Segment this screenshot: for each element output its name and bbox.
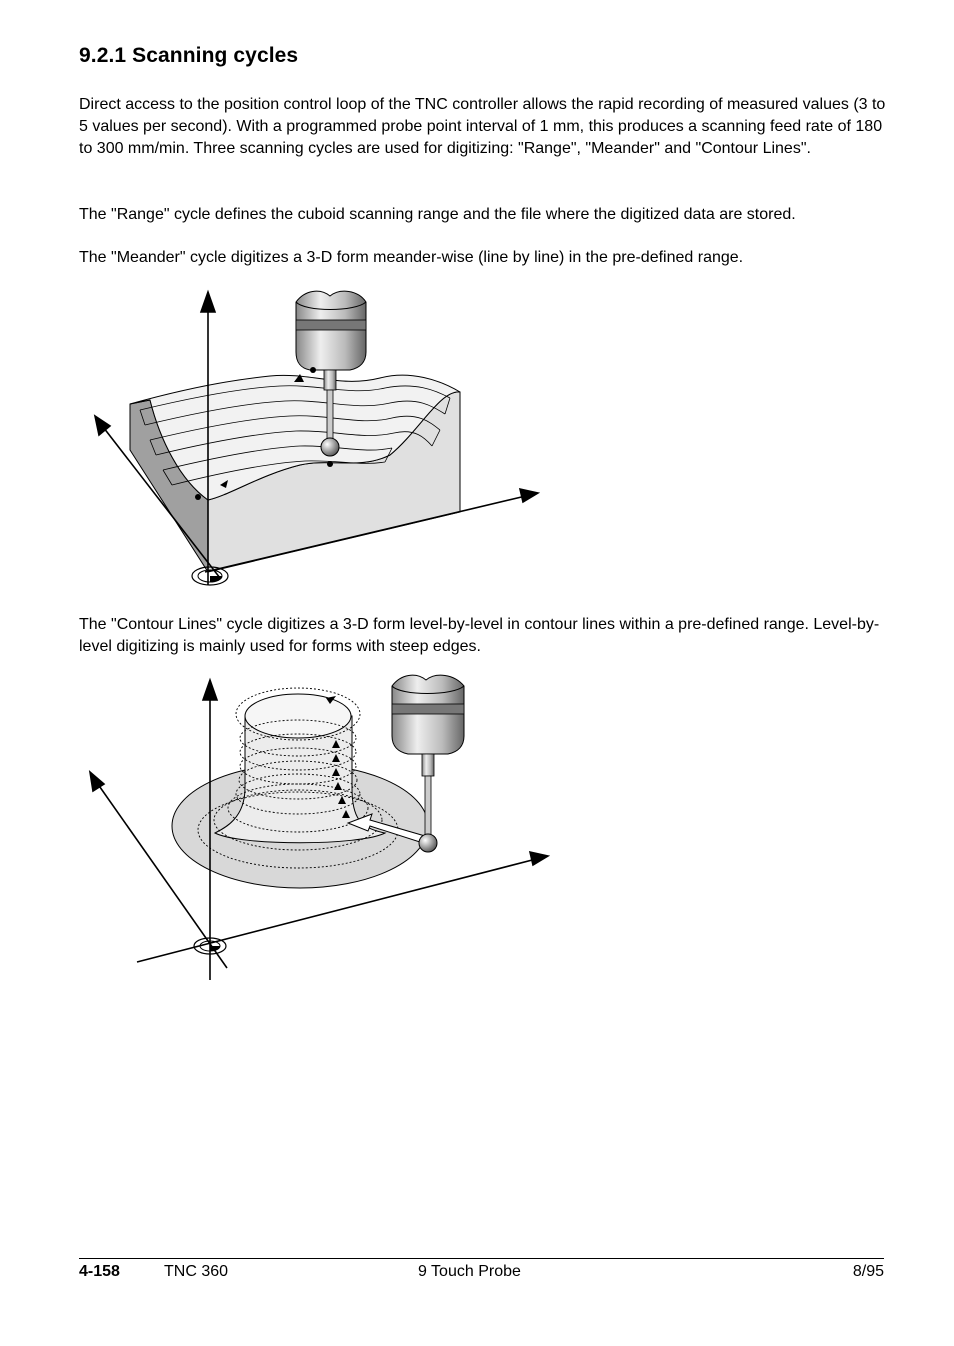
footer-model: TNC 360 (164, 1263, 229, 1280)
paragraph-range: The "Range" cycle defines the cuboid scanning range and the file where the digitized data are stored. (79, 206, 796, 223)
form-top (245, 694, 351, 738)
section-heading: 9.2.1 Scanning cycles (79, 44, 299, 67)
footer-date: 8/95 (852, 1263, 884, 1280)
paragraph-intro: Direct access to the position control loop of the TNC controller allows the rapid recording of measured values (3 to 5 values per second). With a programmed probe point interval of 1 mm, this produces a scanning feed rate of 180 to 300 mm/min. Three scanning cycles are used for digitizing: "Range", "Meander" and "Contour Lines". (79, 96, 886, 157)
footer-chapter: 9 Touch Probe (418, 1263, 521, 1280)
footer-page-number: 4-158 (79, 1263, 120, 1280)
meander-scanning-figure (0, 280, 560, 600)
paragraph-meander: The "Meander" cycle digitizes a 3-D form meander-wise (line by line) in the pre-defined range. (79, 249, 744, 266)
contour-lines-scanning-figure (0, 668, 560, 988)
footer-rule (79, 1258, 884, 1259)
paragraph-contour-lines: The "Contour Lines" cycle digitizes a 3-D form level-by-level in contour lines within a pre-defined range. Level-by-level digitizing is mainly used for forms with steep edges. (79, 616, 880, 655)
